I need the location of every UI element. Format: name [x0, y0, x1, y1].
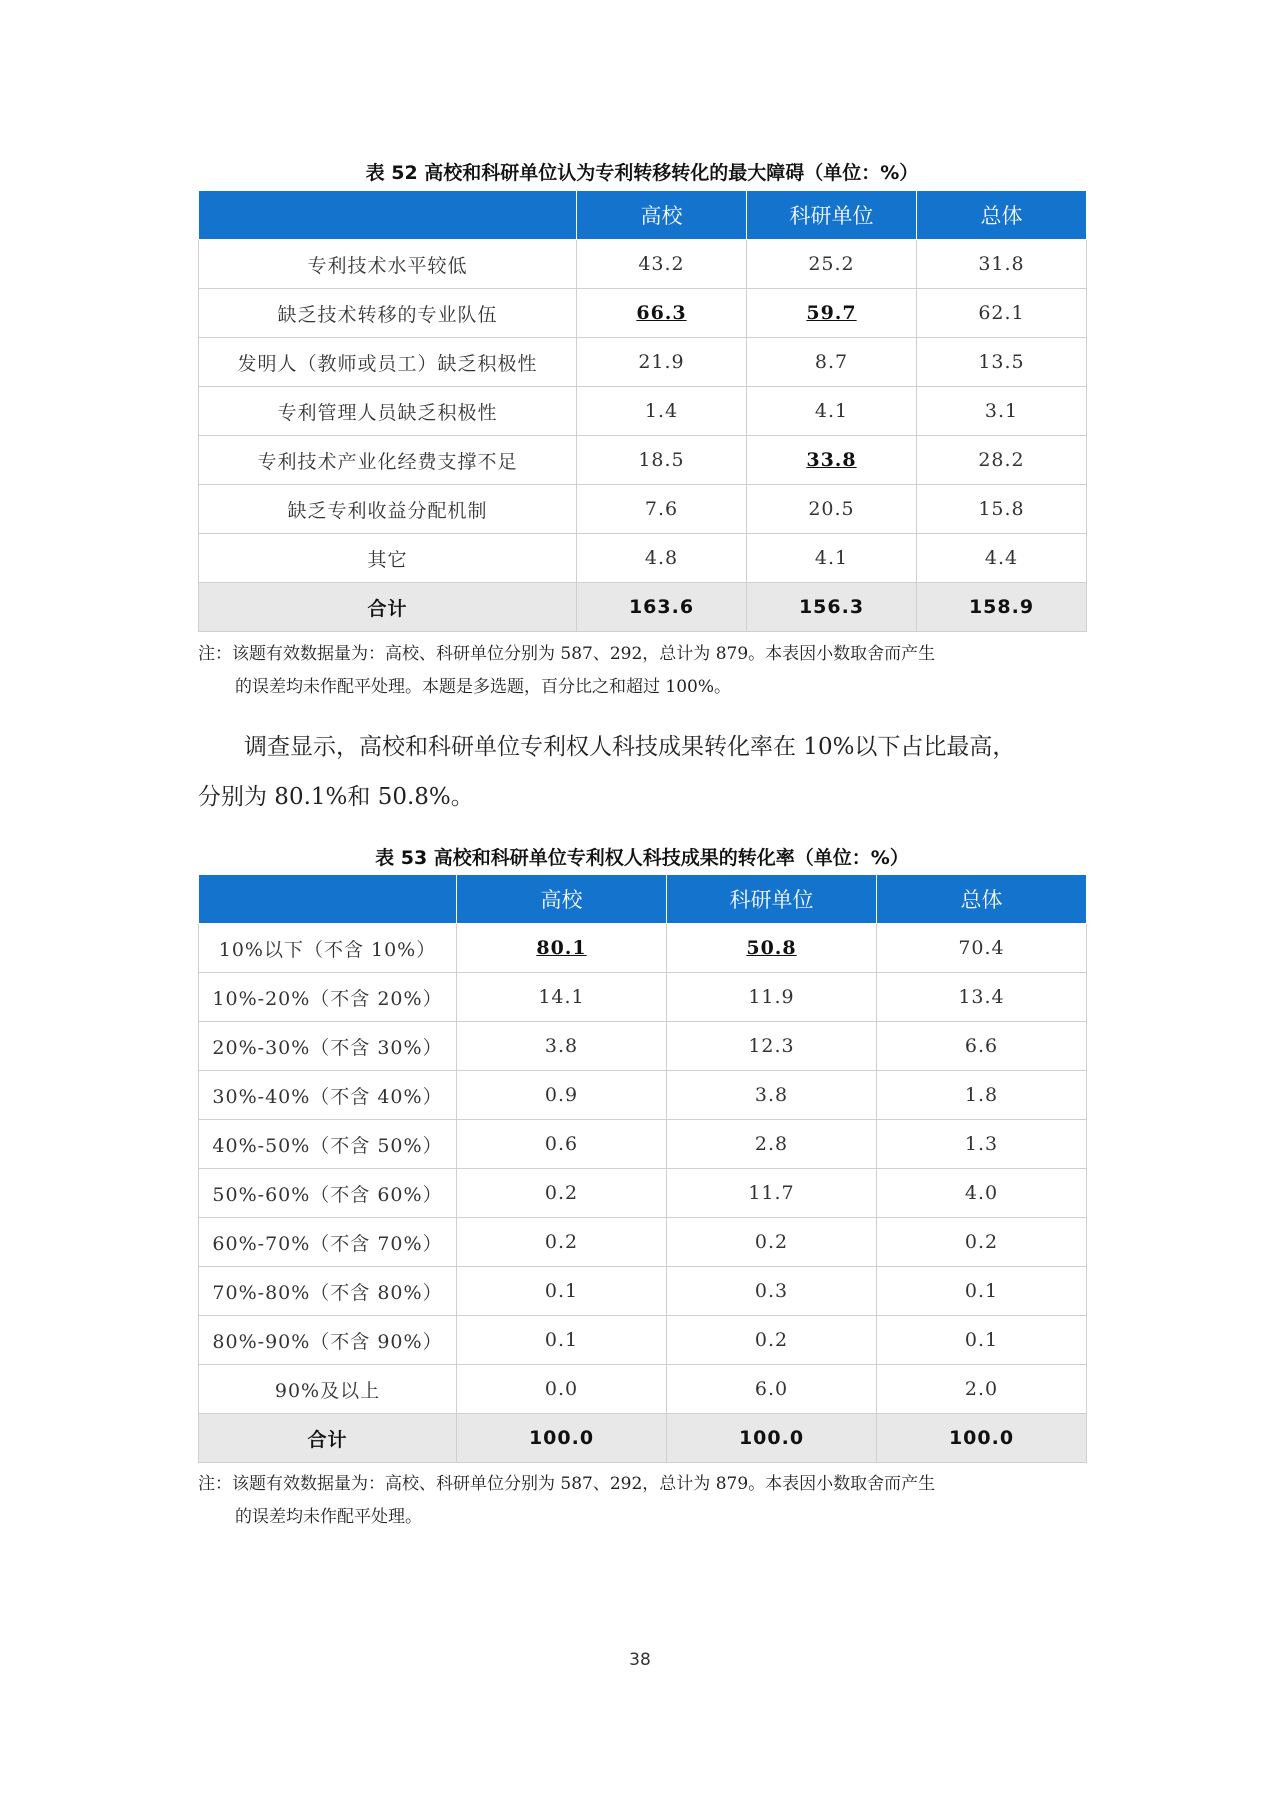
cell-value: 0.6: [457, 1120, 667, 1169]
row-label: 专利技术水平较低: [199, 240, 577, 289]
table-row: [199, 1169, 1087, 1218]
row-label: 60%-70%（不含 70%）: [199, 1218, 457, 1267]
row-label: 20%-30%（不含 30%）: [199, 1022, 457, 1071]
cell-value: 0.2: [667, 1218, 877, 1267]
cell-value: 31.8: [917, 240, 1087, 289]
cell-value: 62.1: [917, 289, 1087, 338]
cell-value: 2.8: [667, 1120, 877, 1169]
table53-header-cell: 总体: [877, 875, 1087, 924]
cell-value: 3.1: [917, 387, 1087, 436]
cell-value: 43.2: [577, 240, 747, 289]
cell-value: 80.1: [457, 924, 667, 973]
row-label: 90%及以上: [199, 1365, 457, 1414]
table-row: [199, 1316, 1087, 1365]
cell-value: 3.8: [667, 1071, 877, 1120]
table-row: [199, 973, 1087, 1022]
row-label: 缺乏专利收益分配机制: [199, 485, 577, 534]
row-label: 发明人（教师或员工）缺乏积极性: [199, 338, 577, 387]
table-row: [199, 1218, 1087, 1267]
paragraph-line2: 分别为 80.1%和 50.8%。: [198, 784, 474, 810]
cell-value: 0.3: [667, 1267, 877, 1316]
table52-caption: 表 52 高校和科研单位认为专利转移转化的最大障碍（单位：%）: [365, 162, 919, 184]
total-row: [199, 1414, 1087, 1463]
table52-header-cell: [199, 191, 577, 240]
cell-value: 8.7: [747, 338, 917, 387]
cell-value: 50.8: [667, 924, 877, 973]
table-row: [199, 1022, 1087, 1071]
total-value: 158.9: [917, 583, 1087, 632]
row-label: 专利技术产业化经费支撑不足: [199, 436, 577, 485]
cell-value: 0.1: [457, 1267, 667, 1316]
row-label: 10%以下（不含 10%）: [199, 924, 457, 973]
row-label: 50%-60%（不含 60%）: [199, 1169, 457, 1218]
cell-value: 4.1: [747, 534, 917, 583]
total-value: 163.6: [577, 583, 747, 632]
cell-value: 33.8: [747, 436, 917, 485]
row-label: 40%-50%（不含 50%）: [199, 1120, 457, 1169]
table53-note: [198, 1468, 1098, 1534]
cell-value: 1.8: [877, 1071, 1087, 1120]
row-label: 缺乏技术转移的专业队伍: [199, 289, 577, 338]
cell-value: 6.6: [877, 1022, 1087, 1071]
table52-header-row: [199, 191, 1087, 240]
cell-value: 0.2: [457, 1218, 667, 1267]
cell-value: 18.5: [577, 436, 747, 485]
table53: [198, 874, 1087, 1463]
cell-value: 0.2: [457, 1169, 667, 1218]
table53-header-row: [199, 875, 1087, 924]
cell-value: 11.7: [667, 1169, 877, 1218]
total-label: 合计: [199, 1414, 457, 1463]
cell-value: 59.7: [747, 289, 917, 338]
table52-note: [198, 638, 1098, 704]
table-row: [199, 240, 1087, 289]
cell-value: 70.4: [877, 924, 1087, 973]
cell-value: 13.5: [917, 338, 1087, 387]
table-row: [199, 289, 1087, 338]
table-row: [199, 387, 1087, 436]
total-value: 100.0: [667, 1414, 877, 1463]
cell-value: 0.2: [877, 1218, 1087, 1267]
cell-value: 7.6: [577, 485, 747, 534]
total-label: 合计: [199, 583, 577, 632]
table53-header-cell: [199, 875, 457, 924]
cell-value: 2.0: [877, 1365, 1087, 1414]
cell-value: 0.9: [457, 1071, 667, 1120]
table52-header-cell: 科研单位: [747, 191, 917, 240]
cell-value: 0.2: [667, 1316, 877, 1365]
table-row: [199, 485, 1087, 534]
cell-value: 0.1: [457, 1316, 667, 1365]
row-label: 70%-80%（不含 80%）: [199, 1267, 457, 1316]
cell-value: 6.0: [667, 1365, 877, 1414]
cell-value: 15.8: [917, 485, 1087, 534]
row-label: 专利管理人员缺乏积极性: [199, 387, 577, 436]
table52-header-cell: 总体: [917, 191, 1087, 240]
paragraph-line1: 调查显示，高校和科研单位专利权人科技成果转化率在 10%以下占比最高，: [244, 734, 1016, 760]
cell-value: 3.8: [457, 1022, 667, 1071]
cell-value: 0.0: [457, 1365, 667, 1414]
table-row: [199, 338, 1087, 387]
table52-note-line1: 注：该题有效数据量为：高校、科研单位分别为 587、292，总计为 879。本表因小数取舍而产生: [198, 644, 936, 664]
table53-header-cell: 高校: [457, 875, 667, 924]
table52-note-line2: 的误差均未作配平处理。本题是多选题，百分比之和超过 100%。: [235, 677, 732, 697]
row-label: 30%-40%（不含 40%）: [199, 1071, 457, 1120]
cell-value: 12.3: [667, 1022, 877, 1071]
cell-value: 28.2: [917, 436, 1087, 485]
cell-value: 4.1: [747, 387, 917, 436]
total-value: 100.0: [877, 1414, 1087, 1463]
total-value: 156.3: [747, 583, 917, 632]
table52-header-cell: 高校: [577, 191, 747, 240]
table-row: [199, 924, 1087, 973]
cell-value: 66.3: [577, 289, 747, 338]
table53-header-cell: 科研单位: [667, 875, 877, 924]
cell-value: 13.4: [877, 973, 1087, 1022]
table-row: [199, 1365, 1087, 1414]
row-label: 其它: [199, 534, 577, 583]
table-row: [199, 1267, 1087, 1316]
table53-note-line2: 的误差均未作配平处理。: [235, 1507, 422, 1527]
page-number: 38: [629, 1650, 651, 1670]
cell-value: 4.4: [917, 534, 1087, 583]
table-row: [199, 1120, 1087, 1169]
cell-value: 4.0: [877, 1169, 1087, 1218]
cell-value: 25.2: [747, 240, 917, 289]
cell-value: 1.4: [577, 387, 747, 436]
table52: [198, 190, 1087, 632]
cell-value: 20.5: [747, 485, 917, 534]
cell-value: 4.8: [577, 534, 747, 583]
cell-value: 1.3: [877, 1120, 1087, 1169]
cell-value: 21.9: [577, 338, 747, 387]
table53-note-line1: 注：该题有效数据量为：高校、科研单位分别为 587、292，总计为 879。本表因小数取舍而产生: [198, 1474, 936, 1494]
cell-value: 0.1: [877, 1316, 1087, 1365]
cell-value: 0.1: [877, 1267, 1087, 1316]
table53-caption: 表 53 高校和科研单位专利权人科技成果的转化率（单位：%）: [375, 847, 909, 869]
row-label: 10%-20%（不含 20%）: [199, 973, 457, 1022]
cell-value: 11.9: [667, 973, 877, 1022]
body-paragraph: [198, 722, 1088, 822]
table-row: [199, 436, 1087, 485]
row-label: 80%-90%（不含 90%）: [199, 1316, 457, 1365]
cell-value: 14.1: [457, 973, 667, 1022]
table-row: [199, 1071, 1087, 1120]
table-row: [199, 534, 1087, 583]
total-row: [199, 583, 1087, 632]
total-value: 100.0: [457, 1414, 667, 1463]
